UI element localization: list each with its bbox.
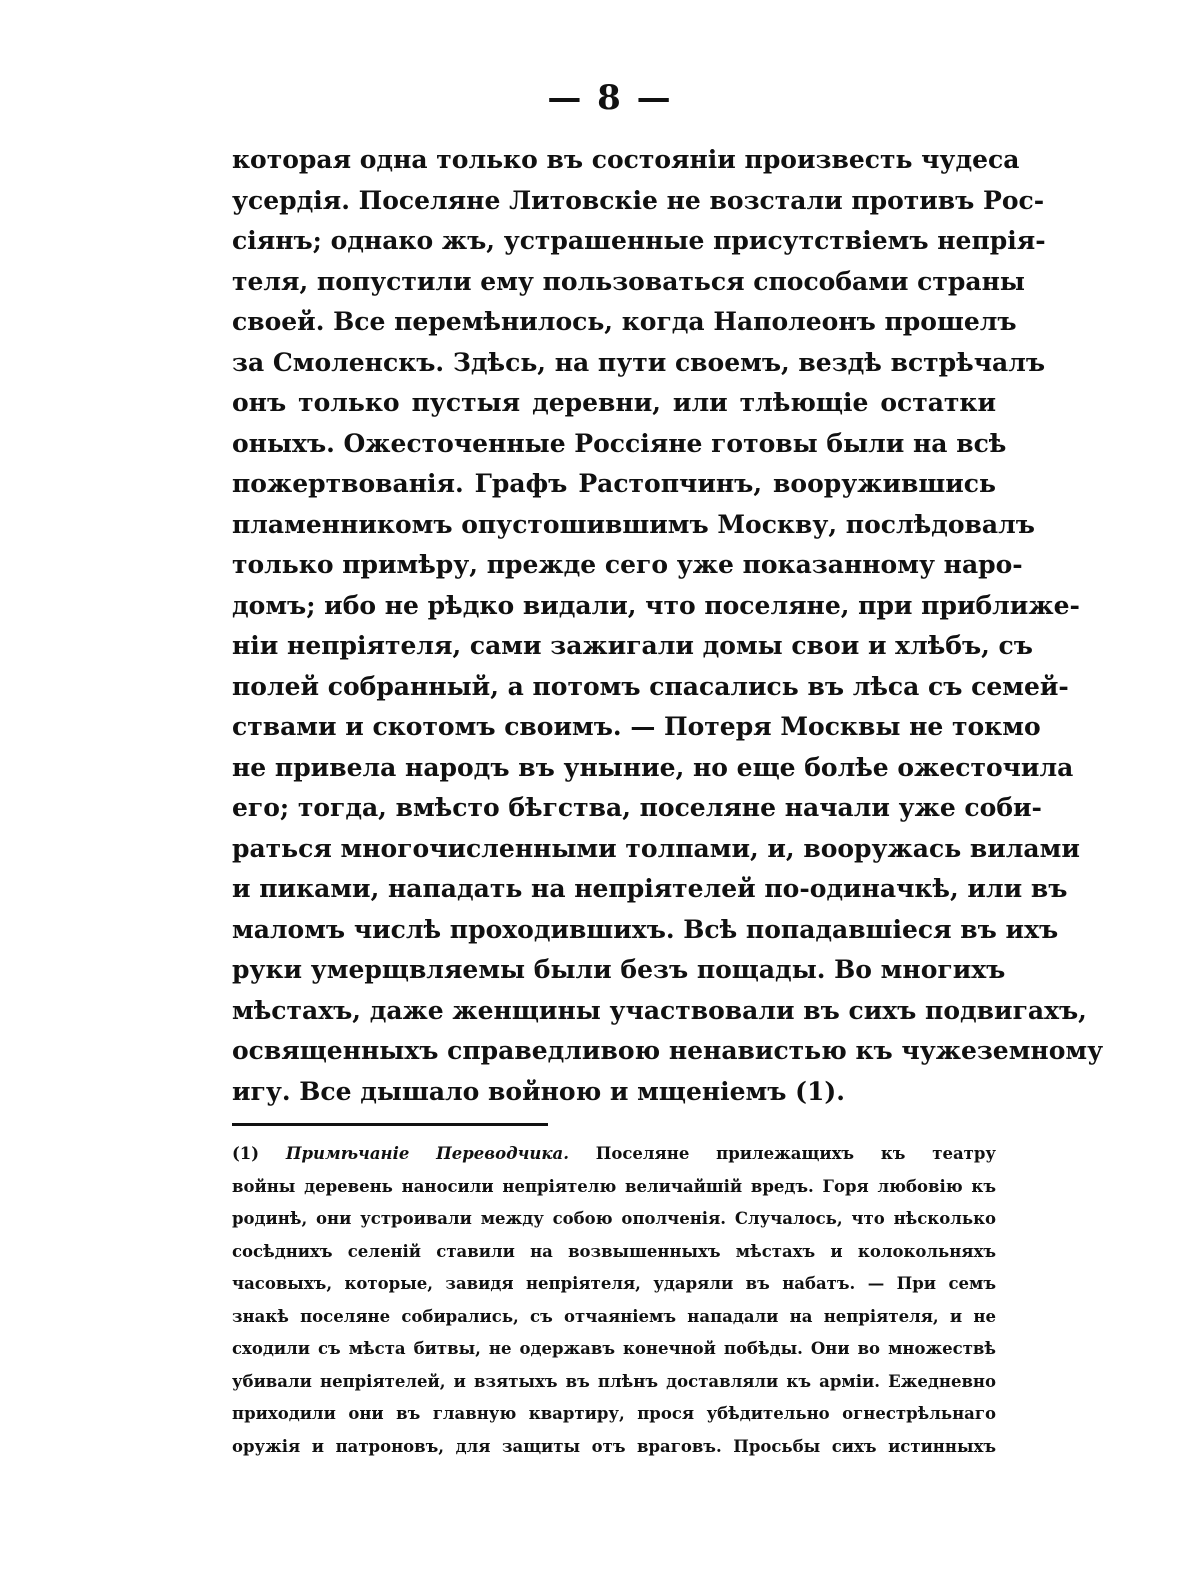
text-line: которая одна только въ состоянiи произвесть чудеса [232,145,1020,174]
footnote-line: войны деревень наносили непрiятелю величайшiй вредъ. Горя любовiю къ [232,1176,996,1196]
footnote-label: Примѣчанiе Переводчика. [285,1144,569,1163]
main-text [232,140,1104,1112]
text-line: своей. Все перемѣнилось, когда Наполеонъ прошелъ [232,307,1017,336]
text-line: оныхъ. Ожесточенные Россiяне готовы были на всѣ [232,428,1007,458]
text-line: пожертвованiя. Графъ Растопчинъ, вооружившись [232,469,996,498]
text-line: игу. Все дышало войною и мщенiемъ (1). [232,1076,845,1106]
footnote-line: знакѣ поселяне собирались, съ отчаянiемъ нападали на непрiятеля, и не [232,1306,996,1326]
text-line: онъ только пустыя деревни, или тлѣющiе остатки [232,388,996,417]
text-line: маломъ числѣ проходившихъ. Всѣ попадавшiеся въ ихъ [232,914,1059,944]
text-line: полей собранный, а потомъ спасались въ лѣса съ семей- [232,671,1069,701]
footnote-first-line-text: Поселяне прилежащихъ къ театру [595,1144,996,1163]
text-line: раться многочисленными толпами, и, вооружась вилами [232,833,1080,863]
text-line: освященныхъ справедливою ненавистью къ чужеземному [232,1036,1104,1065]
page-number: — 8 — [547,78,673,118]
footnote-line: часовыхъ, которые, завидя непрiятеля, ударяли въ набатъ. — При семъ [232,1274,996,1293]
text-line: его; тогда, вмѣсто бѣгства, поселяне начали уже соби- [232,793,1042,822]
footnote-line: сосѣднихъ селенiй ставили на возвышенныхъ мѣстахъ и колокольняхъ [232,1241,996,1261]
footnote-divider [232,1123,548,1126]
footnote-line: сходили съ мѣста битвы, не одержавъ конечной побѣды. Они во множествѣ [232,1339,996,1358]
footnote-line: приходили они въ главную квартиру, прося убѣдительно огнестрѣльнаго [232,1404,996,1423]
footnote-line: оружiя и патроновъ, для защиты отъ враговъ. Просьбы сихъ истинныхъ [232,1436,996,1456]
footnote-first-line [232,1138,996,1171]
text-line: усердiя. Поселяне Литовскiе не возстали противъ Рос- [232,185,1045,215]
footnote-line: родинѣ, они устроивали между собою ополченiя. Случалось, что нѣсколько [232,1209,996,1228]
text-line: сiянъ; однако жъ, устрашенные присутствiемъ непрiя- [232,226,1046,255]
text-line: теля, попустили ему пользоваться способами страны [232,266,1025,296]
text-line: не привела народъ въ уныние, но еще болѣе ожесточила [232,752,1074,782]
text-line: за Смоленскъ. Здѣсь, на пути своемъ, вездѣ встрѣчалъ [232,347,1046,377]
footnote-marker: (1) [232,1144,260,1163]
text-line: домъ; ибо не рѣдко видали, что поселяне, при приближе- [232,590,1080,620]
text-line: мѣстахъ, даже женщины участвовали въ сихъ подвигахъ, [232,995,1087,1025]
text-line: пламенникомъ опустошившимъ Москву, послѣдовалъ [232,509,1035,539]
text-line: и пиками, нападать на непрiятелей по-одиначкѣ, или въ [232,874,1068,903]
footnote-line: убивали непрiятелей, и взятыхъ въ плѣнъ доставляли къ армiи. Ежедневно [232,1371,996,1391]
text-line: нiи непрiятеля, сами зажигали домы свои и хлѣбъ, съ [232,631,1033,660]
text-line: только примѣру, прежде сего уже показанному наро- [232,550,1023,579]
footnote [232,1138,996,1463]
text-line: ствами и скотомъ своимъ. — Потеря Москвы не токмо [232,712,1041,741]
text-line: руки умерщвляемы были безъ пощады. Во многихъ [232,955,1006,984]
